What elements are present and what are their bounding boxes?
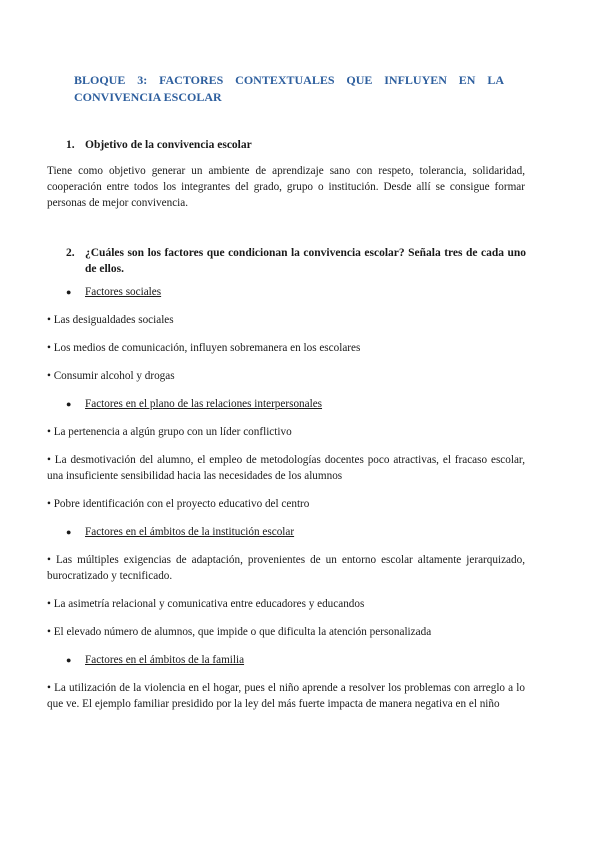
list-item: • El elevado número de alumnos, que impide o que dificulta la atención personalizada — [47, 626, 432, 638]
list-item: • Pobre identificación con el proyecto educativo del centro — [47, 498, 310, 510]
list-item: • Consumir alcohol y drogas — [47, 370, 175, 382]
section-2-heading-text: ¿Cuáles son los factores que condicionan la convivencia escolar? Señala tres de cada uno de ellos. — [85, 247, 526, 275]
list-item: • Las múltiples exigencias de adaptación, provenientes de un entorno escolar altamente jerarquizado, burocratizado y tecnificado. — [47, 554, 525, 582]
section-1-heading — [66, 137, 526, 153]
list-item: • La asimetría relacional y comunicativa entre educadores y educandos — [47, 598, 365, 610]
category-label: Factores en el ámbitos de la familia — [85, 654, 245, 666]
bullet-icon: ● — [66, 655, 72, 665]
list-item: • Las desigualdades sociales — [47, 314, 174, 326]
list-item: • La desmotivación del alumno, el empleo de metodologías docentes poco atractivas, el fracaso escolar, una insuficiente sensibilidad hacia las necesidades de los alumnos — [47, 454, 525, 482]
bullet-icon: ● — [66, 527, 72, 537]
category-label: Factores en el ámbitos de la institución escolar — [85, 526, 295, 538]
section-1-heading-text: Objetivo de la convivencia escolar — [85, 139, 252, 151]
list-item: • Los medios de comunicación, influyen sobremanera en los escolares — [47, 342, 361, 354]
category-label: Factores sociales — [85, 286, 162, 298]
list-item: • La utilización de la violencia en el hogar, pues el niño aprende a resolver los problemas con arreglo a lo que ve. El ejemplo familiar presidido por la ley del más fuerte impacta de manera negativa en el niño — [47, 682, 525, 710]
section-1-body: Tiene como objetivo generar un ambiente de aprendizaje sano con respeto, tolerancia, solidaridad, cooperación entre todos los integrantes del grado, grupo o institución. Desde allí se consigue formar personas de mejor convivencia. — [47, 165, 525, 209]
bullet-icon: ● — [66, 287, 72, 297]
section-2-heading — [66, 245, 526, 277]
section-1-number: 1. — [66, 139, 75, 151]
category-label: Factores en el plano de las relaciones interpersonales — [85, 398, 323, 410]
bullet-icon: ● — [66, 399, 72, 409]
section-2-number: 2. — [66, 247, 75, 259]
list-item: • La pertenencia a algún grupo con un líder conflictivo — [47, 426, 292, 438]
page-title — [74, 72, 504, 106]
title-line-2: CONVIVENCIA ESCOLAR — [74, 90, 222, 104]
title-line-1: BLOQUE 3: FACTORES CONTEXTUALES QUE INFLUYEN EN LA — [74, 73, 504, 87]
